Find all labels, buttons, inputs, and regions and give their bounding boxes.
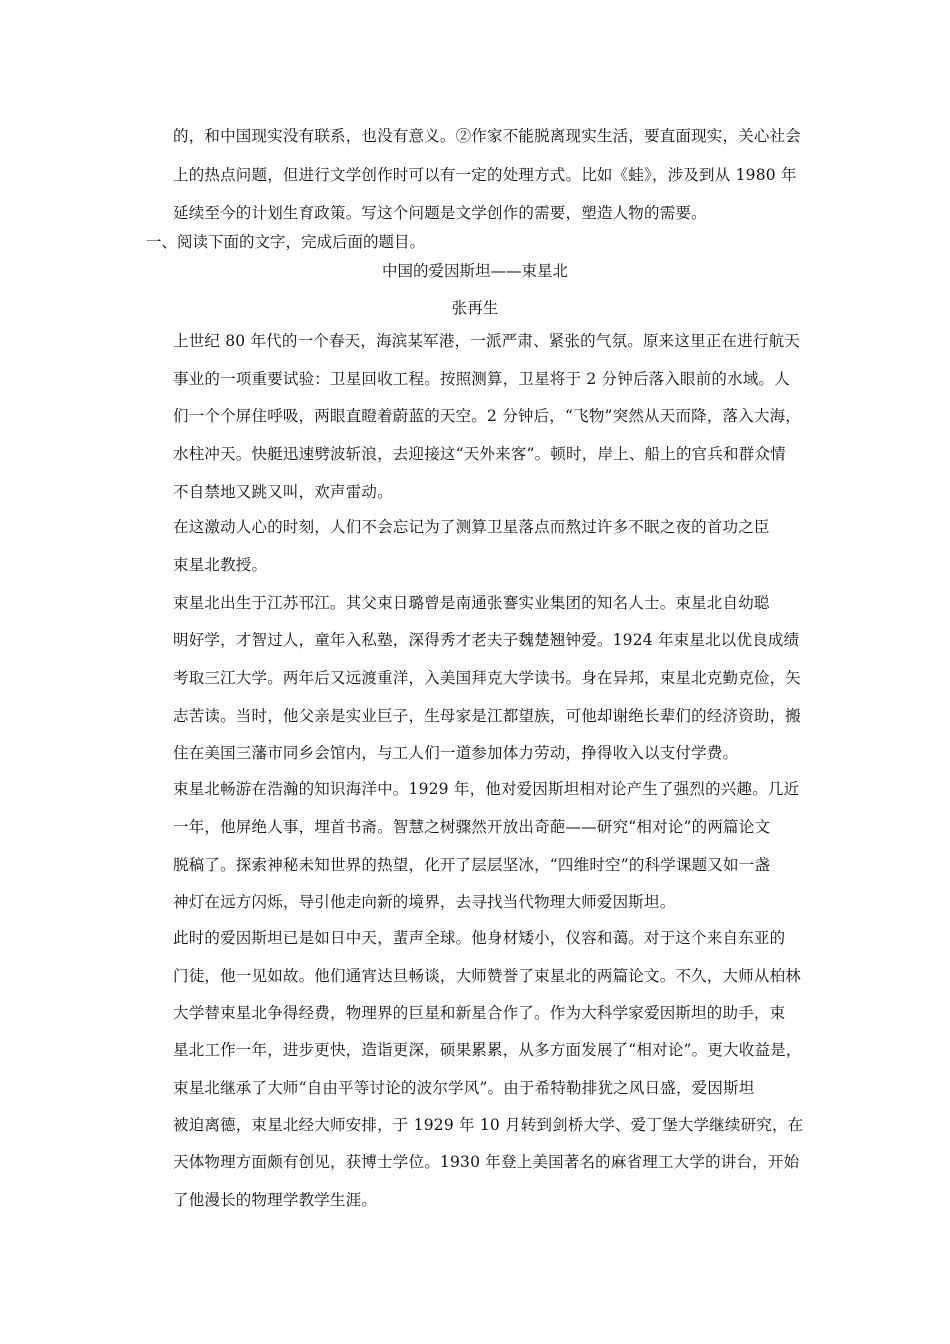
paragraph-line: 此时的爱因斯坦已是如日中天，蜚声全球。他身材矮小，仪容和蔼。对于这个来自东亚的 bbox=[173, 929, 786, 947]
paragraph-line: 事业的一项重要试验：卫星回收工程。按照测算，卫星将于 2 分钟后落入眼前的水域。人 bbox=[173, 370, 790, 388]
paragraph-line: 明好学，才智过人，童年入私塾，深得秀才老夫子魏楚翘钟爱。1924 年束星北以优良成绩 bbox=[173, 631, 800, 649]
paragraph-line: 门徒，他一见如故。他们通宵达旦畅谈，大师赞誉了束星北的两篇论文。不久，大师从柏林 bbox=[173, 967, 802, 985]
paragraph-line: 志苦读。当时，他父亲是实业巨子，生母家是江都望族，可他却谢绝长辈们的经济资助，搬 bbox=[173, 707, 802, 725]
paragraph-line: 脱稿了。探索神秘未知世界的热望，化开了层层坚冰，“四维时空”的科学课题又如一盏 bbox=[173, 856, 771, 874]
paragraph-line: 考取三江大学。两年后又远渡重洋，入美国拜克大学读书。身在异邦，束星北克勤克俭，矢 bbox=[173, 669, 802, 687]
article-title: 中国的爱因斯坦——束星北 bbox=[381, 262, 568, 280]
paragraph-line: 神灯在远方闪烁，导引他走向新的境界，去寻找当代物理大师爱因斯坦。 bbox=[173, 893, 676, 911]
paragraph-line: 们一个个屏住呼吸，两眼直瞪着蔚蓝的天空。2 分钟后，“飞物”突然从天而降，落入大海， bbox=[173, 407, 802, 425]
paragraph-line: 束星北畅游在浩瀚的知识海洋中。1929 年，他对爱因斯坦相对论产生了强烈的兴趣。几近 bbox=[173, 780, 800, 798]
paragraph-line: 水柱冲天。快艇迅速劈波斩浪，去迎接这“天外来客”。顿时，岸上、船上的官兵和群众情 bbox=[173, 445, 786, 463]
paragraph-line: 星北工作一年，进步更快，造诣更深，硕果累累，从多方面发展了“相对论”。更大收益是， bbox=[173, 1041, 802, 1059]
paragraph-line: 束星北出生于江苏邗江。其父束日璐曾是南通张謇实业集团的知名人士。束星北自幼聪 bbox=[173, 594, 770, 612]
paragraph-line: 大学替束星北争得经费，物理界的巨星和新星合作了。作为大科学家爱因斯坦的助手，束 bbox=[173, 1004, 786, 1022]
paragraph-line: 束星北教授。 bbox=[173, 556, 268, 574]
paragraph-line: 束星北继承了大师“自由平等讨论的波尔学风”。由于希特勒排犹之风日盛，爱因斯坦 bbox=[173, 1079, 755, 1097]
intro-line: 上的热点问题，但进行文学创作时可以有一定的处理方式。比如《蛙》，涉及到从 1980 年 bbox=[173, 166, 797, 184]
intro-line: 延续至今的计划生育政策。写这个问题是文学创作的需要，塑造人物的需要。 bbox=[173, 204, 707, 222]
intro-line: 的，和中国现实没有联系，也没有意义。②作家不能脱离现实生活，要直面现实，关心社会 bbox=[173, 127, 802, 145]
paragraph-line: 被迫离德，束星北经大师安排，于 1929 年 10 月转到剑桥大学、爱丁堡大学继续研究，在 bbox=[173, 1116, 804, 1134]
paragraph-line: 住在美国三藩市同乡会馆内，与工人们一道参加体力劳动，挣得收入以支付学费。 bbox=[173, 744, 739, 762]
paragraph-line: 一年，他屏绝人事，埋首书斋。智慧之树骤然开放出奇葩——研究“相对论”的两篇论文 bbox=[173, 818, 771, 836]
paragraph-line: 了他漫长的物理学教学生涯。 bbox=[173, 1191, 378, 1209]
section-heading: 一、阅读下面的文字，完成后面的题目。 bbox=[146, 233, 426, 251]
article-author: 张再生 bbox=[451, 299, 499, 317]
paragraph-line: 天体物理方面颇有创见，获博士学位。1930 年登上美国著名的麻省理工大学的讲台，开始 bbox=[173, 1153, 800, 1171]
paragraph-line: 上世纪 80 年代的一个春天，海滨某军港，一派严肃、紧张的气氛。原来这里正在进行航天 bbox=[173, 332, 800, 350]
paragraph-line: 在这激动人心的时刻，人们不会忘记为了测算卫星落点而熬过许多不眠之夜的首功之臣 bbox=[173, 518, 770, 536]
paragraph-line: 不自禁地又跳又叫，欢声雷动。 bbox=[173, 483, 393, 501]
